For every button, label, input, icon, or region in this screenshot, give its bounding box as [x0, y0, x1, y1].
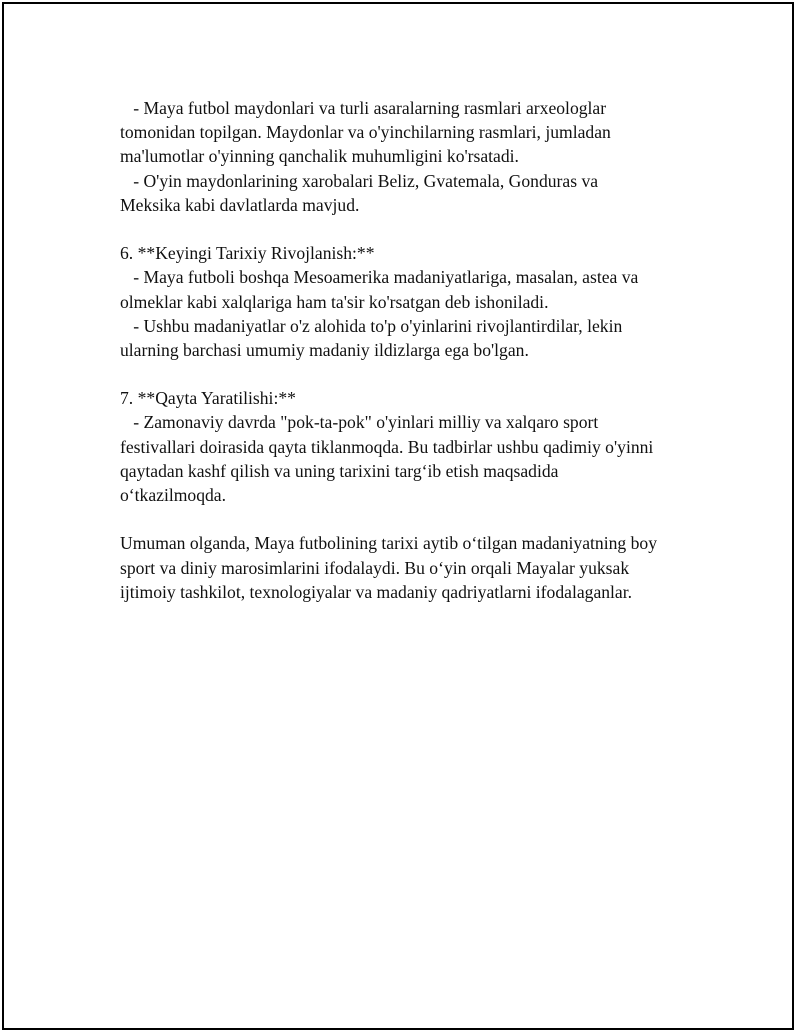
body-line: - Maya futboli boshqa Mesoamerika madaniyatlariga, masalan, astea va: [120, 267, 639, 288]
document-body: [120, 96, 720, 604]
body-line: - Zamonaviy davrda "pok-ta-pok" o'yinlari milliy va xalqaro sport: [120, 412, 599, 433]
body-line: - Ushbu madaniyatlar o'z alohida to'p o'yinlarini rivojlantirdilar, lekin: [120, 315, 623, 336]
section-heading: 7. **Qayta Yaratilishi:**: [120, 388, 296, 409]
paragraph-gap: [120, 507, 720, 531]
conclusion-line: ijtimoiy tashkilot, texnologiyalar va madaniy qadriyatlarni ifodalaganlar.: [120, 581, 633, 602]
body-line: - O'yin maydonlarining xarobalari Beliz, Gvatemala, Gonduras va: [120, 170, 599, 191]
body-line: olmeklar kabi xalqlariga ham ta'sir ko'rsatgan deb ishoniladi.: [120, 291, 549, 312]
conclusion-line: Umuman olganda, Maya futbolining tarixi aytib o‘tilgan madaniyatning boy: [120, 533, 657, 554]
body-line: festivallari doirasida qayta tiklanmoqda. Bu tadbirlar ushbu qadimiy o'yinni: [120, 436, 654, 457]
paragraph-gap: [120, 217, 720, 241]
body-line: tomonidan topilgan. Maydonlar va o'yinchilarning rasmlari, jumladan: [120, 122, 611, 143]
conclusion-line: sport va diniy marosimlarini ifodalaydi. Bu o‘yin orqali Mayalar yuksak: [120, 557, 630, 578]
body-line: ularning barchasi umumiy madaniy ildizlarga ega bo'lgan.: [120, 339, 529, 360]
paragraph-gap: [120, 362, 720, 386]
document-page: [2, 2, 794, 1030]
body-line: o‘tkazilmoqda.: [120, 485, 227, 505]
body-line: - Maya futbol maydonlari va turli asaralarning rasmlari arxeologlar: [120, 98, 607, 118]
body-line: ma'lumotlar o'yinning qanchalik muhumligini ko'rsatadi.: [120, 146, 519, 167]
body-line: Meksika kabi davlatlarda mavjud.: [120, 194, 360, 215]
section-heading: 6. **Keyingi Tarixiy Rivojlanish:**: [120, 243, 375, 264]
body-line: qaytadan kashf qilish va uning tarixini targ‘ib etish maqsadida: [120, 460, 559, 481]
